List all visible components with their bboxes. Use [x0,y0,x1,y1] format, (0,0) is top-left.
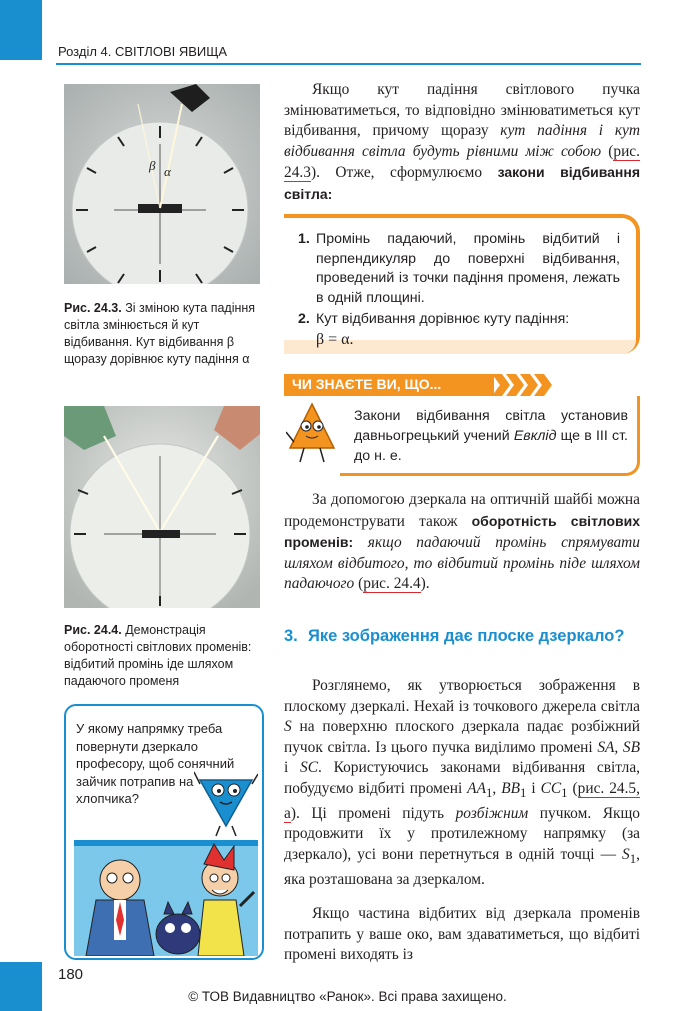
text: ). Отже, сформулюємо [310,164,498,182]
text: ( [567,779,578,797]
text: , яка розташована за дзеркалом. [284,845,640,888]
text: і [284,759,301,777]
law-text: Кут відбивання дорівнює куту падіння: [316,311,570,327]
chapter-header: Розділ 4. СВІТЛОВІ ЯВИЩА [58,44,228,59]
law-item [298,230,620,308]
text: і [526,779,541,797]
italic-text: розбіжним [455,804,529,822]
optical-disk-illustration [64,84,260,284]
top-color-strip [0,0,42,60]
subscript: 1 [520,786,527,801]
quiz-question: У якому напрямку треба повернути дзеркало професору, щоб сонячний зайчик потрапив на хлопчика? [76,721,235,806]
law-item [298,310,620,350]
text: пучком. Якщо продовжити їх у протилежному напрямку (за дзеркало), усі вони перетнуться в одній точці — [284,804,640,863]
italic-text: CC [540,779,562,797]
text: ще в ІІІ ст. до н. е. [354,428,628,464]
italic-text: Евклід [513,428,557,444]
section-title: Яке зображення дає плоске дзеркало? [308,627,625,645]
text: . Користуючись законами відбивання світла, побудуємо відбиті промені [284,759,640,797]
section-heading [284,626,640,647]
header-divider [56,63,641,65]
alpha-label: α [164,164,171,179]
copyright-notice: © ТОВ Видавництво «Ранок». Всі права захищено. [188,989,507,1004]
caption-label: Рис. 24.3. [64,301,122,315]
chevrons-icon [492,374,552,396]
triangle-mascot-icon [286,402,338,464]
subscript: 1 [485,786,493,801]
paragraph-plane-mirror [284,676,640,890]
bold-text: оборотність світлових променів: [284,512,640,551]
triangle-mascot-icon [194,766,258,838]
italic-text: кут падіння і кут відбивання світла будуть рівними між собою [284,122,640,160]
law-formula: β = α. [316,330,354,348]
figure-ref-link[interactable]: рис. 24.5, а [284,779,640,822]
italic-text: S [284,718,292,736]
italic-text: SA, SB [597,738,640,756]
text: Якщо частина відбитих від дзеркала променів потрапить у ваше око, вам здаватиметься, що відбиті промені виходять із [284,905,640,964]
figure-24-3-caption [64,300,264,368]
professor-and-boy-illustration [74,840,258,956]
caption-text: Демонстрація оборотності світлових променів: відбитий промінь іде шляхом падаючого променя [64,623,252,688]
text: Розглянемо, як утворюється зображення в плоскому дзеркалі. Нехай із точкового джерела світла [284,677,640,715]
italic-text: AA [467,779,486,797]
figure-ref-link[interactable]: рис. 24.4 [363,575,421,593]
bold-text: закони відбивання світла: [284,164,641,202]
figure-24-4-caption [64,622,264,690]
subscript: 1 [629,851,637,866]
caption-label: Рис. 24.4. [64,623,122,637]
italic-text: S [622,845,630,863]
law-text: Промінь падаючий, промінь відбитий і перпендикуляр до поверхні відбивання, проведений із точки падіння променя, лежать в одній площині. [316,231,620,306]
did-you-know-title: ЧИ ЗНАЄТЕ ВИ, ЩО... [292,376,442,392]
text: , [492,779,502,797]
paragraph-reflection-angle [284,80,640,206]
text: ( [601,142,614,160]
text: ). Ці промені підуть [290,804,456,822]
text: Закони відбивання світла установив давньогрецький учений [354,408,628,444]
italic-text: BB [501,779,521,797]
text: Якщо кут падіння світлового пучка змінюватиметься, то відповідно змінюватиметься кут відбивання, причому щоразу [284,81,640,140]
italic-text: якщо падаючий промінь спрямувати шляхом відбитого, то відбитий промінь піде шляхом падаючого [284,534,640,593]
law-number: 2. [298,311,310,327]
caption-text: Зі зміною кута падіння світла змінюється й кут відбивання. Кут відбивання β щоразу дорівнює куту падіння α [64,301,256,366]
section-number: 3. [284,627,298,645]
text: на поверхню плоского дзеркала падає розбіжний пучок світла. Із цього пучка виділимо промені [284,718,640,756]
figure-24-4-photo [64,406,260,608]
figure-24-3-photo [64,84,260,284]
did-you-know-text [354,406,628,466]
text: За допомогою дзеркала на оптичній шайбі можна продемонструвати також [284,491,640,530]
italic-text: SC [300,759,318,777]
text: ). [420,575,430,593]
subscript: 1 [561,786,568,801]
law-number: 1. [298,231,310,247]
figure-ref-link[interactable]: рис. 24.3 [284,142,640,182]
laws-list [298,230,620,352]
quiz-box [64,704,264,960]
paragraph-reversibility [284,490,640,595]
page-number: 180 [58,966,84,983]
beta-label: β [149,158,156,173]
text: ( [354,575,364,593]
paragraph-virtual-image [284,904,640,966]
optical-disk-illustration [64,406,260,608]
